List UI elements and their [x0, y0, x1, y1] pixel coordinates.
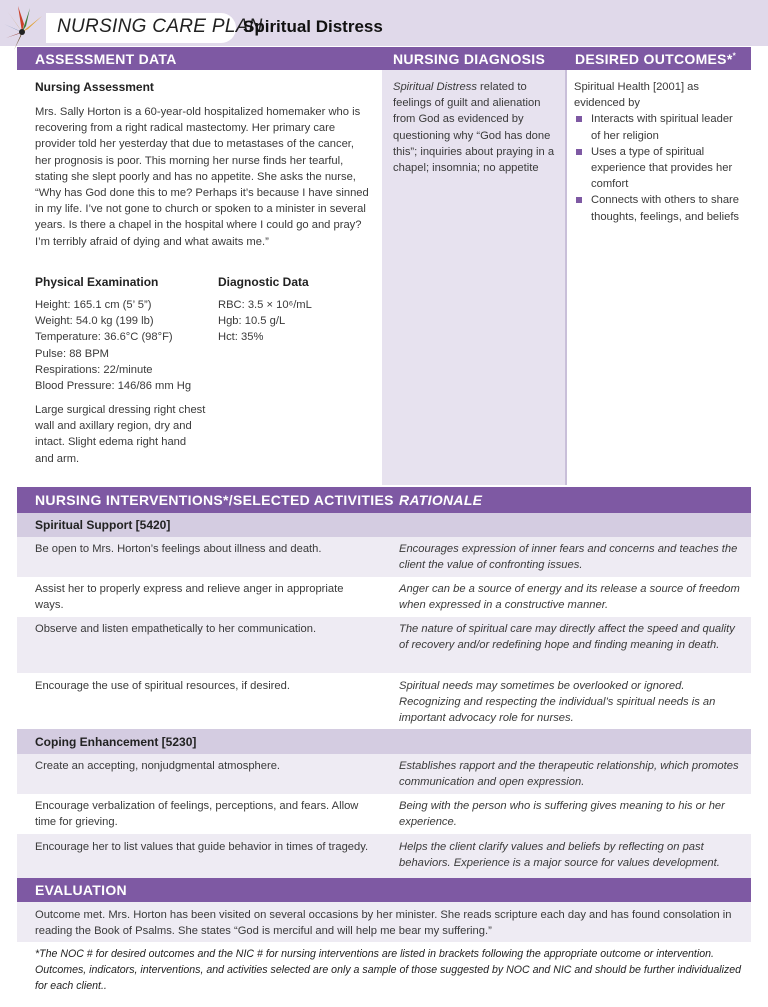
diagnosis-header	[382, 47, 565, 70]
evaluation-text: Outcome met. Mrs. Horton has been visited on several occasions by her minister. She reads scripture each day and has found consolation in reading the Book of Psalms. She states “God is merciful and will help me bear my suffering.”	[35, 909, 732, 937]
outcomes-header-text	[575, 51, 736, 67]
outcomes-header	[565, 47, 751, 70]
nursing-diagnosis-text	[393, 79, 559, 176]
intervention-row	[17, 673, 751, 729]
evaluation-row	[17, 902, 751, 942]
outcomes-header-label: DESIRED OUTCOMES*	[575, 50, 733, 67]
activity-text: Assist her to properly express and relieve anger in appropriate ways.	[35, 583, 344, 611]
activity-text: Encourage her to list values that guide behavior in times of tragedy.	[35, 841, 369, 853]
intervention-row	[17, 537, 751, 577]
rationale-text: Encourages expression of inner fears and concerns and teaches the client the value of confronting issues.	[399, 543, 738, 571]
section-title-row	[17, 513, 751, 537]
interventions-header	[17, 487, 751, 513]
physical-item: Height: 165.1 cm (5’ 5”)	[35, 299, 152, 311]
assessment-header-label: ASSESSMENT DATA	[35, 50, 177, 67]
activity-text: Be open to Mrs. Horton’s feelings about illness and death.	[35, 543, 322, 555]
desired-outcomes	[574, 79, 742, 225]
physical-item: Pulse: 88 BPM	[35, 347, 109, 360]
physical-exam-note: Large surgical dressing right chest wall and axillary region, dry and intact. Slight edema right hand and arm.	[35, 404, 206, 465]
outcome-item: Uses a type of spiritual experience that provides her comfort	[574, 144, 742, 193]
diagnostic-data-heading: Diagnostic Data	[218, 275, 309, 289]
physical-exam-heading: Physical Examination	[35, 275, 159, 289]
interventions-header-label: NURSING INTERVENTIONS*/SELECTED ACTIVITIES	[35, 492, 394, 508]
diagnostic-data-list	[218, 297, 368, 346]
activity-text: Encourage the use of spiritual resources, if desired.	[35, 680, 290, 692]
plan-title: Spiritual Distress	[243, 17, 383, 36]
section-title: Coping Enhancement [5230]	[35, 734, 197, 749]
rationale-text: Establishes rapport and the therapeutic relationship, which promotes communication and open expression.	[399, 760, 739, 788]
diagnostic-item: RBC: 3.5 × 10⁶/mL	[218, 299, 312, 311]
physical-item: Temperature: 36.6°C (98°F)	[35, 331, 173, 344]
nursing-assessment-text: Mrs. Sally Horton is a 60-year-old hospitalized homemaker who is recovering from a right radical mastectomy. Her primary care provider told her yesterday that due to metastases of the cancer, her prognosis is poor. This morning her nurse finds her tearful, stating she slept poorly and has no appetite. She asks the nurse, “Why has God done this to me? Perhaps it’s because I have sinned in my life. I’ve not gone to church or spoken to a minister in several years. Is there a chapel in the hospital where I could go and pray? I’m terribly afraid of dying and what awaits me.”	[35, 106, 369, 248]
physical-item: Weight: 54.0 kg (199 lb)	[35, 315, 154, 328]
column-divider	[565, 70, 567, 485]
activity-text: Observe and listen empathetically to her communication.	[35, 623, 317, 635]
diagnostic-item: Hct: 35%	[218, 331, 264, 344]
physical-item: Blood Pressure: 146/86 mm Hg	[35, 380, 192, 393]
physical-exam-list	[35, 297, 215, 394]
section-title: Spiritual Support [5420]	[35, 518, 171, 532]
plan-label: NURSING CARE PLAN	[57, 16, 263, 37]
intervention-row	[17, 754, 751, 794]
outcome-item: Interacts with spiritual leader of her religion	[574, 111, 742, 143]
diagnosis-description: related to feelings of guilt and alienation from God as evidenced by questioning why “God has done this”; inquiries about praying in a chapel; insomnia; no appetite	[393, 81, 555, 175]
rationale-text: Spiritual needs may sometimes be overlooked or ignored. Recognizing and respecting the individual’s spiritual needs is an important advocacy role for nurses.	[399, 680, 716, 724]
intervention-row	[17, 834, 751, 878]
outcomes-list	[574, 111, 742, 224]
activity-text: Create an accepting, nonjudgmental atmosphere.	[35, 760, 281, 772]
activity-text: Encourage verbalization of feelings, perceptions, and fears. Allow time for grieving.	[35, 800, 359, 828]
assessment-header	[17, 47, 382, 70]
rationale-text: Being with the person who is suffering gives meaning to his or her experience.	[399, 800, 725, 828]
rationale-text: Anger can be a source of energy and its release a source of freedom when expressed in a constructive manner.	[399, 583, 740, 611]
footnote-text: *The NOC # for desired outcomes and the NIC # for nursing interventions are listed in brackets following the appropriate outcome or intervention. Outcomes, indicators, interventions, and activities selected are only a sample of those suggested by NOC and NIC and should be further individualized for each client..	[35, 948, 742, 992]
diagnosis-header-label: NURSING DIAGNOSIS	[393, 50, 546, 67]
footnote-row	[17, 942, 751, 1000]
rationale-text: Helps the client clarify values and beliefs by reflecting on past behaviors. Experience is a major source for values development.	[399, 841, 720, 869]
intervention-row	[17, 617, 751, 673]
physical-item: Respirations: 22/minute	[35, 363, 153, 376]
outcomes-header-sup: *	[732, 50, 736, 60]
nursing-assessment-heading: Nursing Assessment	[35, 80, 154, 94]
evaluation-header-label: EVALUATION	[35, 882, 127, 898]
evaluation-header	[17, 878, 751, 902]
intervention-row	[17, 577, 751, 617]
section-title-row	[17, 729, 751, 754]
diagnosis-label: Spiritual Distress	[393, 81, 477, 93]
diagnostic-item: Hgb: 10.5 g/L	[218, 315, 286, 328]
rationale-text: The nature of spiritual care may directly affect the speed and quality of recovery and/or redefining hope and finding meaning in death.	[399, 623, 735, 651]
outcomes-intro: Spiritual Health [2001] as evidenced by	[574, 81, 700, 110]
outcome-item: Connects with others to share thoughts, feelings, and beliefs	[574, 192, 742, 224]
intervention-row	[17, 794, 751, 834]
rationale-header-label: RATIONALE	[399, 492, 483, 508]
